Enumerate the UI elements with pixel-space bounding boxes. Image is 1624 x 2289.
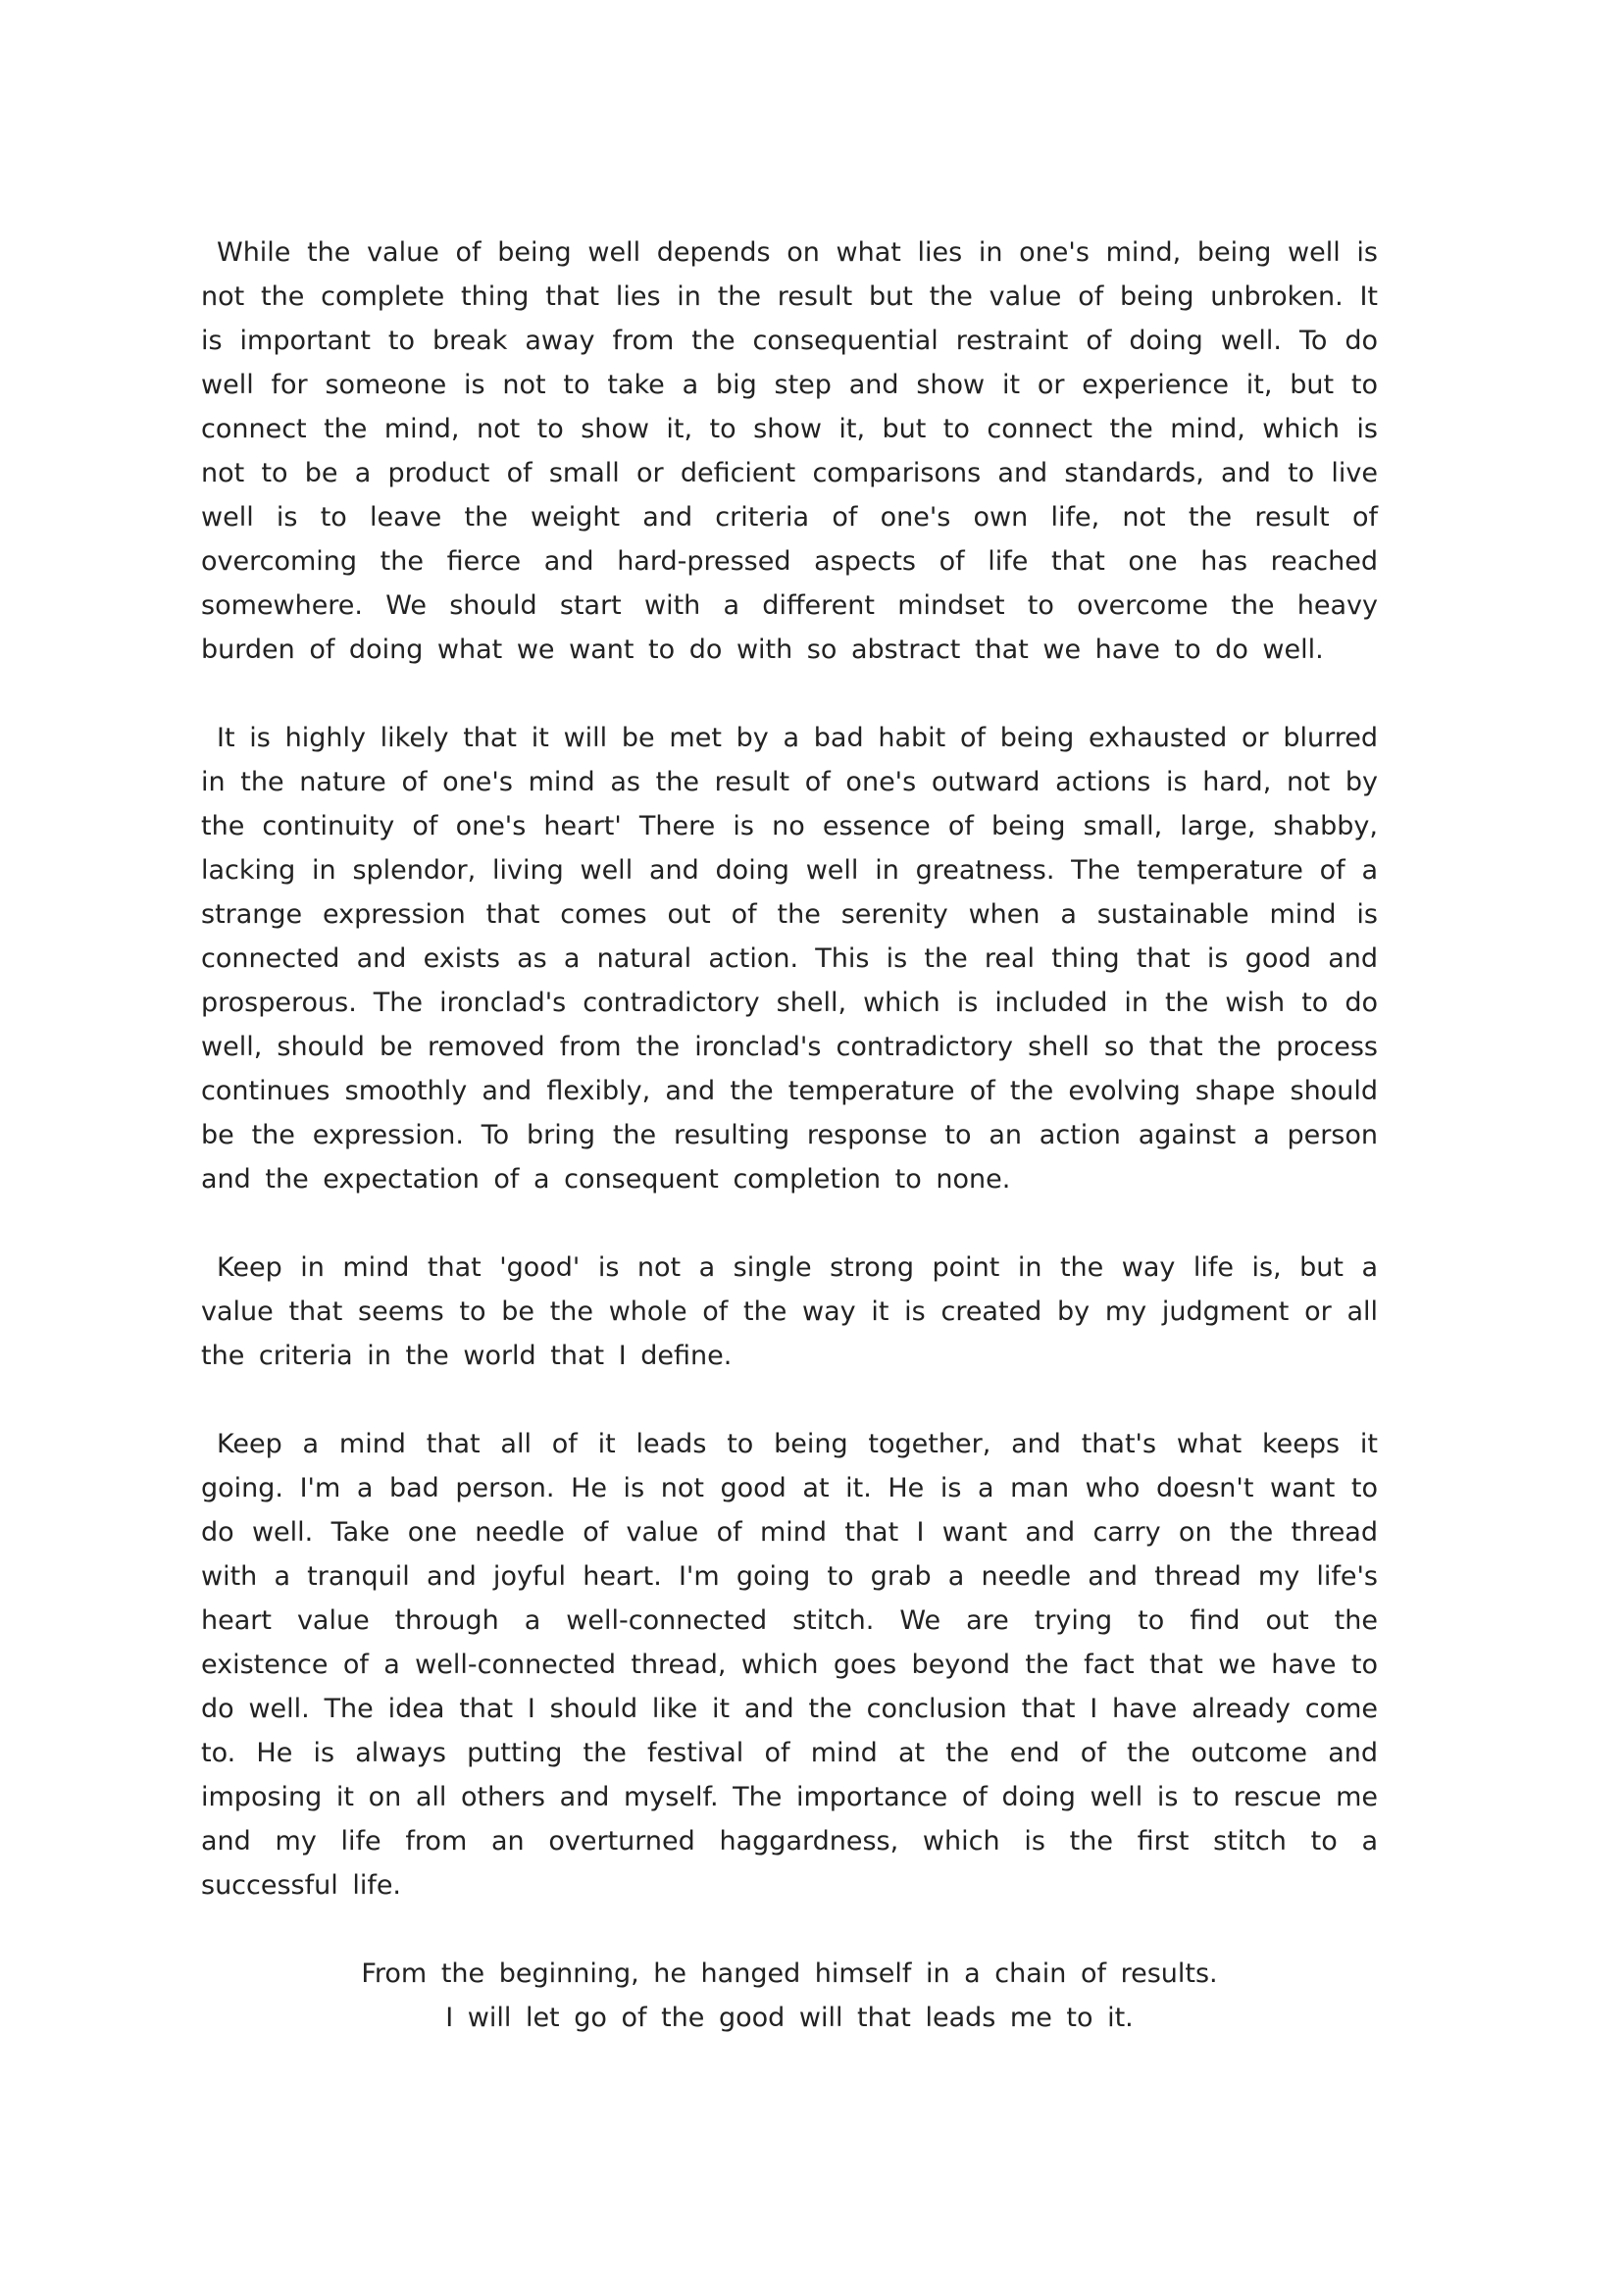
document-body xyxy=(201,230,1378,2040)
paragraph-2: It is highly likely that it will be met by a bad habit of being exhausted or blurred in the nature of one's mind as the result of one's outward actions is hard, not by the continuity of one's heart' There is no essence of being small, large, shabby, lacking in splendor, living well and doing well in greatness. The temperature of a strange expression that comes out of the serenity when a sustainable mind is connected and exists as a natural action. This is the real thing that is good and prosperous. The ironclad's contradictory shell, which is included in the wish to do well, should be removed from the ironclad's contradictory shell so that the process continues smoothly and flexibly, and the temperature of the evolving shape should be the expression. To bring the resulting response to an action against a person and the expectation of a consequent completion to none. xyxy=(201,723,1378,1195)
closing-verse xyxy=(201,1952,1378,2040)
paragraph-1: While the value of being well depends on what lies in one's mind, being well is not the complete thing that lies in the result but the value of being unbroken. It is important to break away from the consequential restraint of doing well. To do well for someone is not to take a big step and show it or experience it, but to connect the mind, not to show it, to show it, but to connect the mind, which is not to be a product of small or deficient comparisons and standards, and to live well is to leave the weight and criteria of one's own life, not the result of overcoming the fierce and hard-pressed aspects of life that one has reached somewhere. We should start with a different mindset to overcome the heavy burden of doing what we want to do with so abstract that we have to do well. xyxy=(201,237,1378,665)
closing-line-2: I will let go of the good will that leads me to it. xyxy=(445,2003,1134,2033)
paragraph-3: Keep in mind that 'good' is not a single strong point in the way life is, but a value that seems to be the whole of the way it is created by my judgment or all the criteria in the world that I define. xyxy=(201,1252,1378,1371)
closing-line-1: From the beginning, he hanged himself in a chain of results. xyxy=(361,1958,1218,1989)
paragraph-4: Keep a mind that all of it leads to being together, and that's what keeps it going. I'm a bad person. He is not good at it. He is a man who doesn't want to do well. Take one needle of value of mind that I want and carry on the thread with a tranquil and joyful heart. I'm going to grab a needle and thread my life's heart value through a well-connected stitch. We are trying to find out the existence of a well-connected thread, which goes beyond the fact that we have to do well. The idea that I should like it and the conclusion that I have already come to. He is always putting the festival of mind at the end of the outcome and imposing it on all others and myself. The importance of doing well is to rescue me and my life from an overturned haggardness, which is the first stitch to a successful life. xyxy=(201,1429,1378,1901)
